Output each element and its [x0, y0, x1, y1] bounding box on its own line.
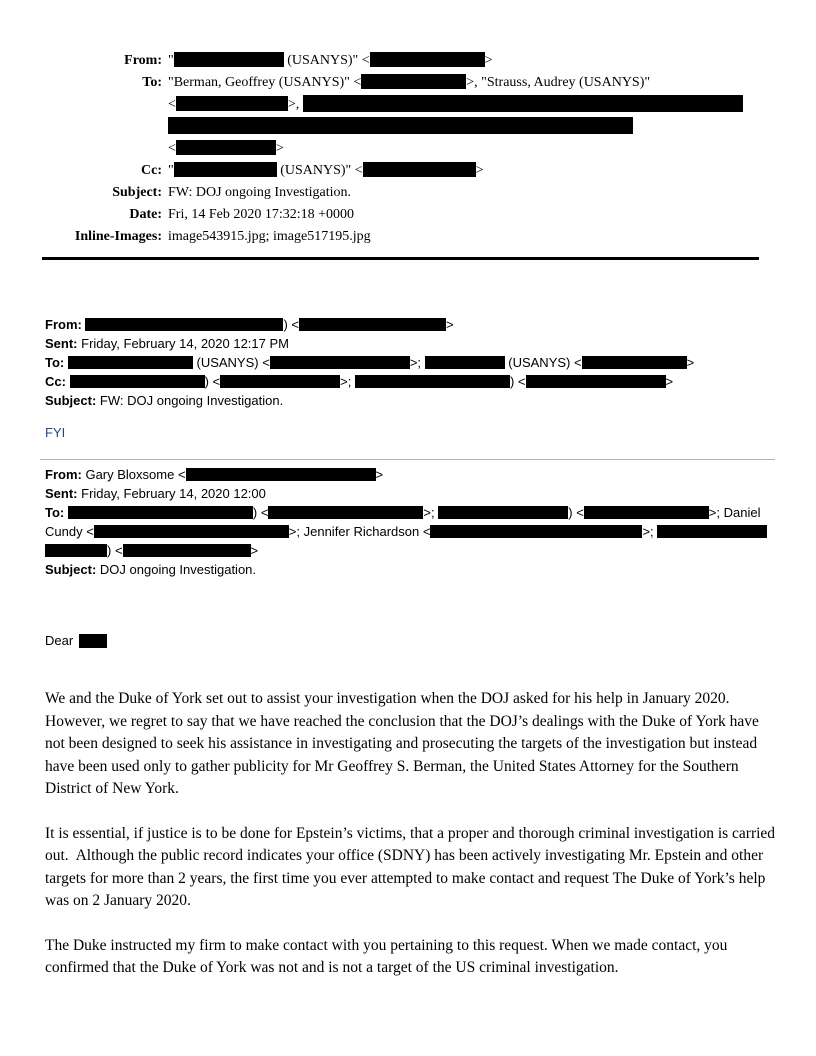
redaction-bar [174, 52, 284, 67]
fwd-cc-line [45, 372, 777, 391]
body-paragraph: We and the Duke of York set out to assist your investigation when the DOJ asked for his help in January 2020. However, we regret to say that we have reached the conclusion that the DOJ’s dealings with the Duke of York have not been designed to seek his assistance in investigating and prosecuting the targets of the investigation but instead have been used only to gather publicity for Mr Geoffrey S. Berman, the United States Attorney for the Southern District of New York. [45, 690, 763, 797]
redaction-bar [370, 52, 485, 67]
text-segment: ) < [107, 543, 123, 558]
text-segment: > [275, 141, 284, 156]
text-segment: > [475, 163, 484, 178]
redaction-bar [68, 356, 193, 369]
redaction-bar [176, 140, 276, 155]
header-row-from [40, 50, 768, 72]
body-paragraph: It is essential, if justice is to be done for Epstein’s victims, that a proper and thorough criminal investigation is carried out. Although the public record indicates your office (SDNY) has been actively investigating Mr. Epstein and other targets for more than 2 years, the first time you ever attempted to make contact and request The Duke of York’s help was on 2 January 2020. [45, 824, 779, 909]
sent-label: Sent: [45, 336, 78, 351]
text-segment: > [250, 543, 259, 558]
text-segment: >, "Strauss, Audrey (USANYS)" [466, 75, 651, 90]
fwd-to-line [45, 353, 777, 372]
to-line-2 [168, 94, 768, 116]
redaction-bar [584, 506, 709, 519]
redaction-bar [79, 634, 107, 648]
header-row-subject [40, 182, 768, 204]
text-segment: > [665, 374, 674, 389]
text-segment: > [446, 317, 454, 332]
redaction-bar [94, 525, 289, 538]
subject-label: Subject: [112, 185, 162, 200]
date-value: Fri, 14 Feb 2020 17:32:18 +0000 [168, 207, 355, 222]
subject-label: Subject: [45, 393, 97, 408]
redaction-bar [268, 506, 423, 519]
from-label: From: [124, 53, 162, 68]
redaction-bar [168, 117, 633, 134]
text-segment: "Berman, Geoffrey (USANYS)" < [168, 75, 362, 90]
body-paragraph: The Duke instructed my firm to make contact with you pertaining to this request. When we made contact, you confirmed that the Duke of York was not and is not a target of the US criminal investigation. [45, 936, 732, 976]
to-line-4 [168, 138, 768, 160]
fwd-sent-line [45, 334, 777, 353]
redaction-bar [123, 544, 251, 557]
redaction-bar [361, 74, 466, 89]
original-email-header [45, 465, 777, 579]
redaction-bar [355, 375, 510, 388]
text-segment: " [168, 53, 174, 68]
redaction-bar [303, 95, 743, 112]
forwarded-email-header [45, 315, 777, 410]
from-label: From: [45, 317, 82, 332]
cc-line [168, 163, 484, 178]
text-segment: > [375, 467, 384, 482]
salutation [45, 632, 107, 650]
orig-subject-line [45, 560, 777, 579]
text-segment: Gary Bloxsome < [85, 467, 186, 482]
redaction-bar [70, 375, 205, 388]
text-segment: >; [340, 374, 355, 389]
subject-label: Subject: [45, 562, 97, 577]
redaction-bar [582, 356, 687, 369]
fwd-from-line [45, 315, 777, 334]
to-value [168, 72, 768, 160]
subject-value: FW: DOJ ongoing Investigation. [99, 393, 284, 408]
text-segment: " [168, 163, 174, 178]
text-segment: > [484, 53, 493, 68]
to-label: To: [45, 355, 65, 370]
text-segment: >; [409, 355, 425, 370]
to-label: To: [142, 75, 162, 90]
outer-email-header [40, 50, 768, 248]
redaction-bar [526, 375, 666, 388]
text-segment: < [168, 97, 176, 112]
sent-value: Friday, February 14, 2020 12:17 PM [81, 336, 289, 351]
text-segment: ) < [252, 505, 269, 520]
text-segment: > [686, 355, 695, 370]
redaction-bar [657, 525, 767, 538]
to-line-1 [168, 72, 768, 94]
message-divider-rule [40, 459, 775, 460]
redaction-bar [186, 468, 376, 481]
orig-from-line [45, 465, 777, 484]
text-segment: >; [423, 505, 439, 520]
text-segment: >; Jennifer Richardson < [288, 524, 431, 539]
from-value [168, 50, 768, 72]
fyi-note: FYI [45, 425, 66, 440]
redaction-bar [430, 525, 642, 538]
date-label: Date: [129, 207, 162, 222]
orig-to-line-2 [45, 522, 777, 541]
redaction-bar [425, 356, 505, 369]
text-segment: >; [642, 524, 658, 539]
from-label: From: [45, 467, 82, 482]
redaction-bar [85, 318, 283, 331]
text-segment: (USANYS)" < [276, 163, 363, 178]
redaction-bar [270, 356, 410, 369]
cc-value [168, 160, 768, 182]
subject-value: DOJ ongoing Investigation. [99, 562, 257, 577]
subject-value: FW: DOJ ongoing Investigation. [168, 185, 352, 200]
text-segment: >, [287, 97, 300, 112]
text-segment: Cundy < [45, 524, 94, 539]
from-line [168, 53, 493, 68]
orig-sent-line [45, 484, 777, 503]
sent-value: Friday, February 14, 2020 12:00 [81, 486, 266, 501]
header-divider-rule [42, 257, 759, 260]
redaction-bar [68, 506, 253, 519]
redaction-bar [220, 375, 340, 388]
redaction-bar [176, 96, 288, 111]
header-row-cc [40, 160, 768, 182]
text-segment: (USANYS) < [192, 355, 270, 370]
orig-to-line-1 [45, 503, 777, 522]
redaction-bar [45, 544, 107, 557]
fwd-subject-line [45, 391, 777, 410]
header-row-date [40, 204, 768, 226]
header-row-inline-images [40, 226, 768, 248]
text-segment: ) < [568, 505, 584, 520]
text-segment: >; Daniel [708, 505, 761, 520]
text-segment: (USANYS)" < [283, 53, 370, 68]
salutation-text: Dear [45, 633, 74, 648]
sent-label: Sent: [45, 486, 78, 501]
text-segment: ) < [509, 374, 526, 389]
redaction-bar [438, 506, 568, 519]
to-line-3 [168, 116, 768, 138]
inline-images-label: Inline-Images: [74, 229, 162, 244]
redaction-bar [363, 162, 476, 177]
orig-to-line-3 [45, 541, 777, 560]
text-segment: (USANYS) < [504, 355, 582, 370]
redaction-bar [299, 318, 446, 331]
text-segment: ) < [283, 317, 300, 332]
redaction-bar [174, 162, 277, 177]
cc-label: Cc: [45, 374, 66, 389]
inline-images-value: image543915.jpg; image517195.jpg [168, 229, 371, 244]
to-label: To: [45, 505, 65, 520]
text-segment: < [168, 141, 176, 156]
cc-label: Cc: [141, 163, 162, 178]
text-segment: ) < [204, 374, 221, 389]
email-body [45, 688, 779, 1002]
header-row-to [40, 72, 768, 160]
